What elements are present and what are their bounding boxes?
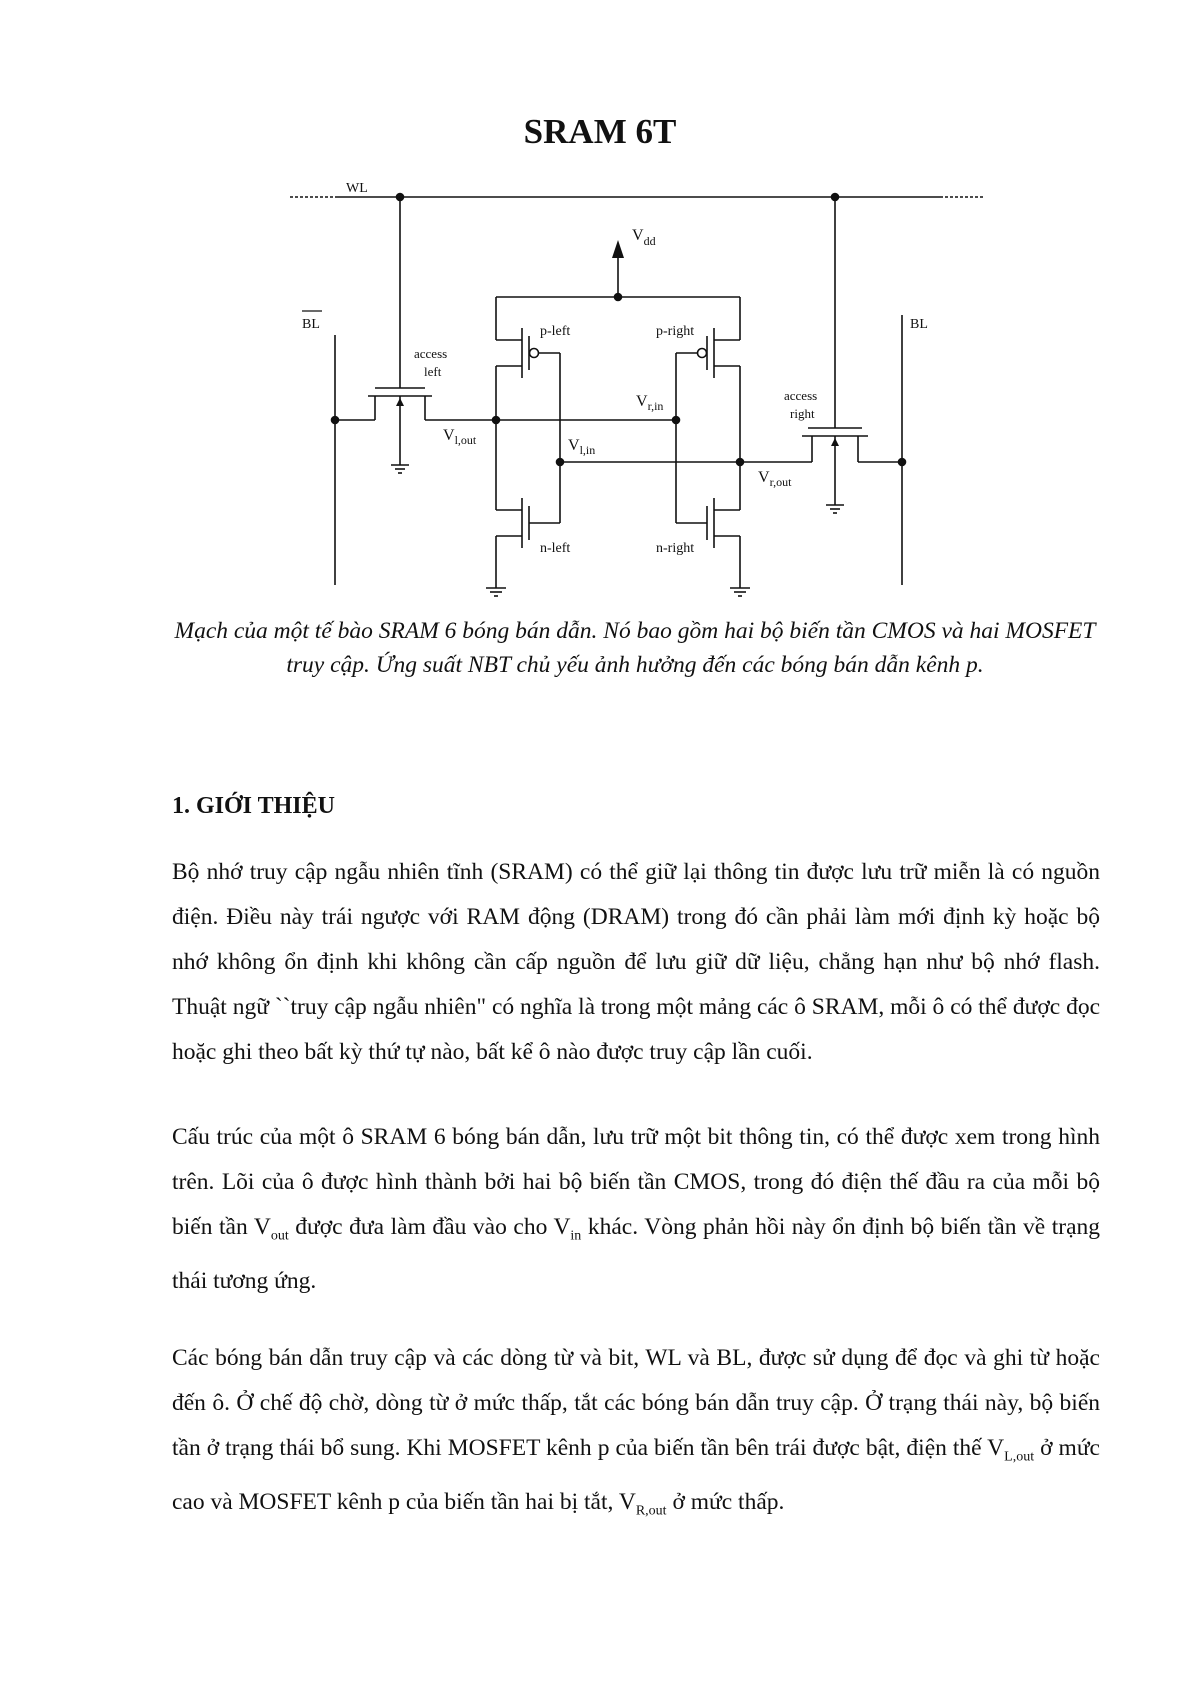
section-heading: 1. GIỚI THIỆU bbox=[172, 793, 335, 819]
label-bl-bar: BL bbox=[302, 317, 320, 332]
label-n-right: n-right bbox=[656, 541, 695, 556]
word-line bbox=[290, 194, 985, 201]
label-access-left-1: access bbox=[414, 346, 448, 361]
label-access-right-2: right bbox=[790, 406, 815, 421]
paragraph-1: Bộ nhớ truy cập ngẫu nhiên tĩnh (SRAM) có thể giữ lại thông tin được lưu trữ miễn là có nguồn điện. Điều này trái ngược với RAM động (DRAM) trong đó cần phải làm mới định kỳ hoặc bộ nhớ không ổn định khi không cần cấp nguồn để lưu giữ dữ liệu, chẳng hạn như bộ nhớ flash. Thuật ngữ ``truy cập ngẫu nhiên" có nghĩa là trong một mảng các ô SRAM, mỗi ô có thể được đọc hoặc ghi theo bất kỳ thứ tự nào, bất kể ô nào được truy cập lần cuối. bbox=[172, 859, 1100, 1065]
vdd-supply bbox=[496, 240, 740, 301]
paragraph-3: Các bóng bán dẫn truy cập và các dòng từ và bit, WL và BL, được sử dụng để đọc và ghi từ hoặc đến ô. Ở chế độ chờ, dòng từ ở mức thấp, tắt các bóng bán dẫn truy cập. Ở trạng thái này, bộ biến tần ở trạng thái bổ sung. Khi MOSFET kênh p của biến tần bên trái được bật, điện thế $V_{L,out}$ ở mức cao và MOSFET kênh p của biến tần hai bị tắt, $V_{R,out}$ ở mức thấp. bbox=[172, 1345, 1100, 1519]
label-wl: WL bbox=[346, 181, 368, 196]
cross-coupling bbox=[496, 420, 740, 462]
label-vl-out: $V_{l,out}$ bbox=[443, 427, 477, 447]
label-vdd: $V_{dd}$ bbox=[632, 227, 656, 248]
label-access-right-1: access bbox=[784, 388, 818, 403]
label-n-left: n-left bbox=[540, 541, 571, 556]
label-p-left: p-left bbox=[540, 324, 571, 339]
label-vr-out: $V_{r,out}$ bbox=[758, 469, 792, 489]
figure-caption: Mạch của một tế bào SRAM 6 bóng bán dẫn. Nó bao gồm hai bộ biến tần CMOS và hai MOSFET truy cập. Ứng suất NBT chủ yếu ảnh hưởng đến các bóng bán dẫn kênh p. bbox=[174, 618, 1096, 678]
access-right-transistor bbox=[740, 197, 906, 513]
access-left-transistor bbox=[332, 197, 497, 473]
label-vr-in: $V_{r,in}$ bbox=[636, 393, 664, 413]
label-bl: BL bbox=[910, 317, 928, 332]
paragraph-2: Cấu trúc của một ô SRAM 6 bóng bán dẫn, lưu trữ một bit thông tin, có thể được xem trong hình trên. Lõi của ô được hình thành bởi hai bộ biến tần CMOS, trong đó điện thế đầu ra của mỗi bộ biến tần $V_{out}$ được đưa làm đầu vào cho $V_{in}$ khác. Vòng phản hồi này ổn định bộ biến tần về trạng thái tương ứng. bbox=[172, 1124, 1101, 1294]
page-title: SRAM 6T bbox=[523, 112, 677, 151]
label-p-right: p-right bbox=[656, 324, 695, 339]
label-access-left-2: left bbox=[424, 364, 442, 379]
label-vl-in: $V_{l,in}$ bbox=[568, 437, 596, 457]
sram-6t-circuit-diagram bbox=[0, 180, 1200, 600]
